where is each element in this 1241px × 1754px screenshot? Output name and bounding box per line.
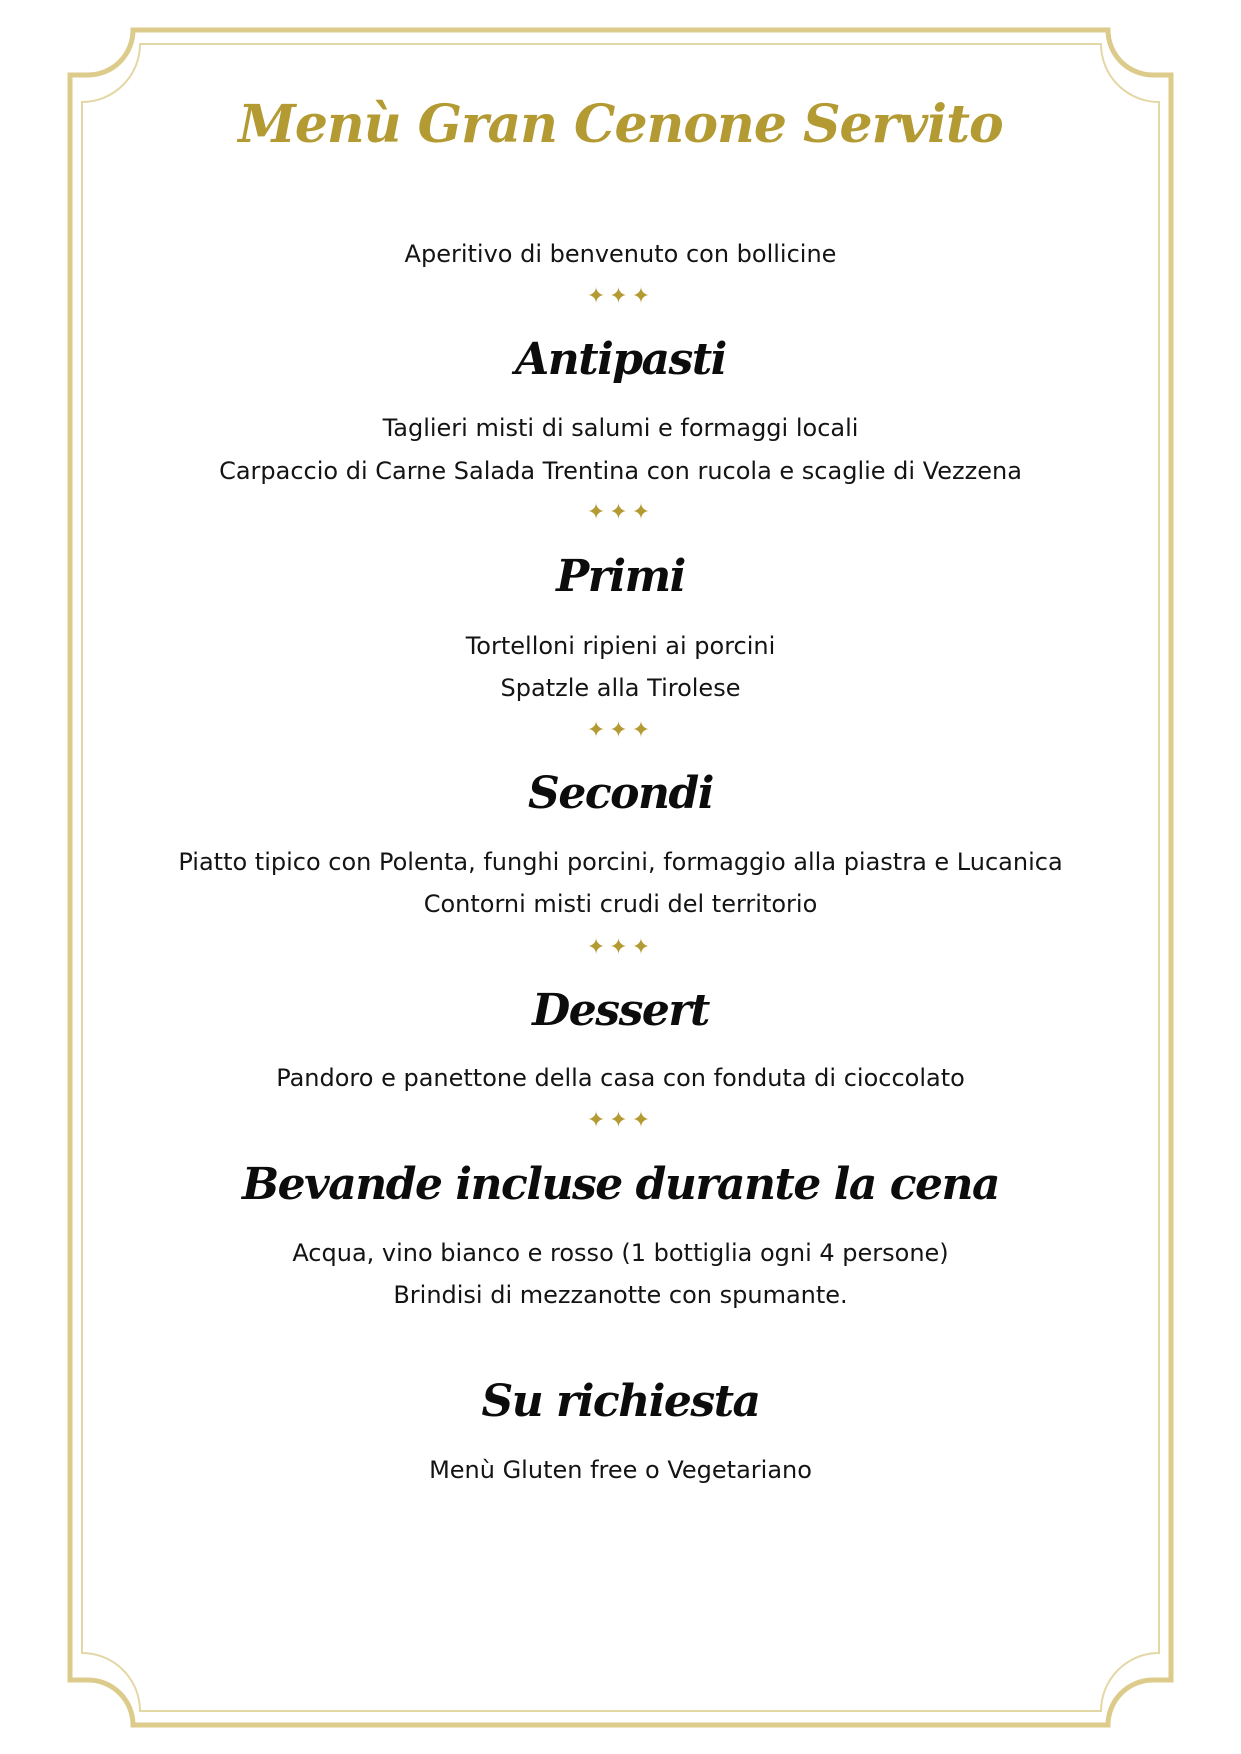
divider-stars-icon: ✦✦✦ bbox=[586, 935, 655, 960]
menu-item: Carpaccio di Carne Salada Trentina con rucola e scaglie di Vezzena bbox=[219, 457, 1022, 485]
menu-item: Spatzle alla Tirolese bbox=[500, 674, 741, 702]
menu-item: Tortelloni ripieni ai porcini bbox=[465, 632, 776, 660]
section-heading-secondi: Secondi bbox=[528, 768, 713, 819]
section-heading-dessert: Dessert bbox=[532, 985, 709, 1036]
section-heading-bevande: Bevande incluse durante la cena bbox=[241, 1159, 999, 1210]
menu-item: Brindisi di mezzanotte con spumante. bbox=[393, 1281, 848, 1309]
divider-stars-icon: ✦✦✦ bbox=[586, 1108, 655, 1133]
menu-title: Menù Gran Cenone Servito bbox=[238, 94, 1003, 155]
section-heading-su-richiesta: Su richiesta bbox=[481, 1376, 760, 1427]
menu-item: Contorni misti crudi del territorio bbox=[423, 890, 818, 918]
menu-item: Pandoro e panettone della casa con fonduta di cioccolato bbox=[276, 1064, 965, 1092]
divider-stars-icon: ✦✦✦ bbox=[586, 718, 655, 743]
section-heading-antipasti: Antipasti bbox=[515, 334, 726, 385]
section-heading-primi: Primi bbox=[556, 551, 685, 602]
menu-item: Piatto tipico con Polenta, funghi porcini, formaggio alla piastra e Lucanica bbox=[178, 848, 1063, 876]
divider-stars-icon: ✦✦✦ bbox=[586, 284, 655, 309]
divider-stars-icon: ✦✦✦ bbox=[586, 500, 655, 525]
welcome-text: Aperitivo di benvenuto con bollicine bbox=[404, 240, 837, 268]
menu-item: Menù Gluten free o Vegetariano bbox=[429, 1456, 812, 1484]
menu-item: Acqua, vino bianco e rosso (1 bottiglia ogni 4 persone) bbox=[292, 1239, 949, 1267]
menu-item: Taglieri misti di salumi e formaggi locali bbox=[382, 414, 859, 442]
